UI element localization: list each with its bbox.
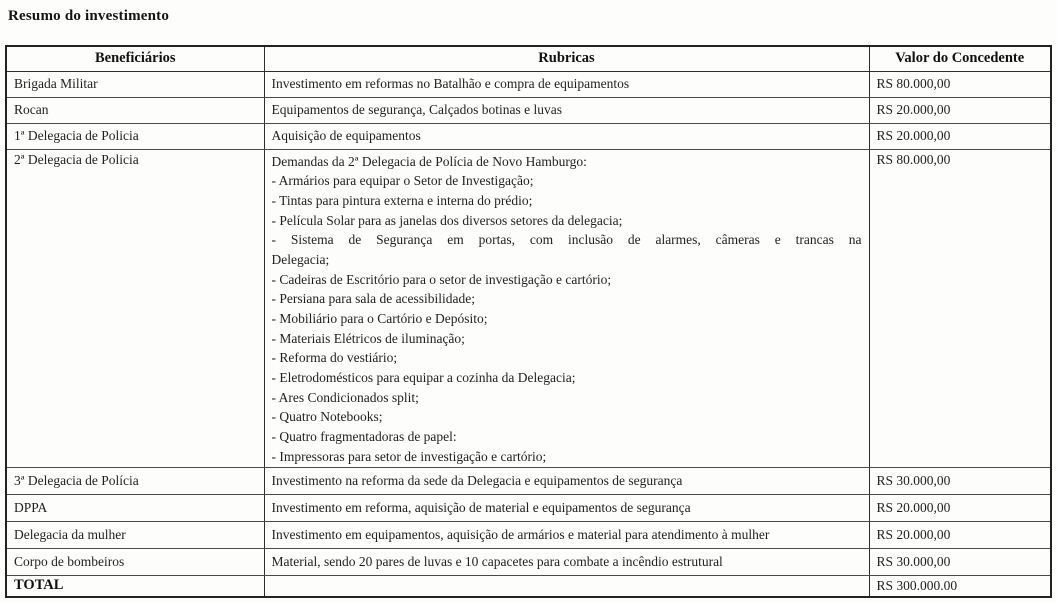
beneficiario-cell: Brigada Militar [6,71,264,97]
rubrica-line: Demandas da 2ª Delegacia de Polícia de Novo Hamburgo: [271,153,587,169]
rubrica-cell: Aquisição de equipamentos [264,123,869,149]
rubrica-cell: Investimento em reformas no Batalhão e compra de equipamentos [264,71,869,97]
rubrica-cell: Investimento na reforma da sede da Delegacia e equipamentos de segurança [264,467,869,494]
table-row [6,71,1051,97]
valor-cell: RS 20.000,00 [869,123,1051,149]
beneficiario-cell: Rocan [6,97,264,123]
rubrica-cell: Investimento em reforma, aquisição de material e equipamentos de segurança [264,494,869,521]
rubrica-line: - Película Solar para as janelas dos diversos setores da delegacia; [271,212,623,228]
rubrica-line: - Quatro Notebooks; [271,409,383,425]
valor-cell: RS 20.000,00 [869,521,1051,548]
table-row [6,494,1051,521]
beneficiario-cell: DPPA [6,494,264,521]
rubrica-line: - Quatro fragmentadoras de papel: [271,429,457,445]
valor-cell: RS 80.000,00 [869,149,1051,467]
beneficiario-cell: 1ª Delegacia de Policia [6,123,264,149]
total-valor-cell: RS 300.000.00 [869,575,1051,597]
rubrica-cell: Investimento em equipamentos, aquisição de armários e material para atendimento à mulher [264,521,869,548]
beneficiario-cell: 2ª Delegacia de Policia [6,149,264,467]
rubrica-line: - Impressoras para setor de investigação e cartório; [271,448,547,464]
beneficiario-cell: Delegacia da mulher [6,521,264,548]
beneficiario-cell: 3ª Delegacia de Polícia [6,467,264,494]
rubrica-cell: Material, sendo 20 pares de luvas e 10 capacetes para combate a incêndio estrutural [264,548,869,575]
table-row [6,521,1051,548]
valor-cell: RS 80.000,00 [869,71,1051,97]
table-row [6,149,1051,467]
rubrica-line: - Materiais Elétricos de iluminação; [271,330,465,346]
rubrica-line: - Tintas para pintura externa e interna do prédio; [271,192,533,208]
valor-cell: RS 20.000,00 [869,494,1051,521]
rubrica-line: - Eletrodomésticos para equipar a cozinha da Delegacia; [271,370,576,386]
total-label-cell: TOTAL [6,575,264,597]
beneficiario-cell: Corpo de bombeiros [6,548,264,575]
valor-cell: RS 30.000,00 [869,548,1051,575]
rubrica-line: - Ares Condicionados split; [271,389,419,405]
column-header-rubricas: Rubricas [264,46,869,71]
table-header-row [6,46,1051,71]
table-row [6,467,1051,494]
column-header-beneficiarios: Beneficiários [6,46,264,71]
rubrica-line: - Armários para equipar o Setor de Investigação; [271,173,534,189]
rubrica-line: - Mobiliário para o Cartório e Depósito; [271,311,488,326]
table-row [6,123,1051,149]
column-header-valor-concedente: Valor do Concedente [869,46,1051,71]
rubrica-line: - Sistema de Segurança em portas, com inclusão de alarmes, câmeras e trancas na [271,232,862,248]
rubrica-cell [264,149,869,467]
total-row [6,575,1051,597]
table-row [6,548,1051,575]
rubrica-cell: Equipamentos de segurança, Calçados botinas e luvas [264,97,869,123]
total-rubrica-cell-empty [264,575,869,597]
investment-summary-table [5,45,1052,598]
page-title: Resumo do investimento [8,8,170,24]
rubrica-line: - Persiana para sala de acessibilidade; [271,291,476,307]
valor-cell: RS 30.000,00 [869,467,1051,494]
rubrica-line: - Cadeiras de Escritório para o setor de investigação e cartório; [271,271,612,287]
valor-cell: RS 20.000,00 [869,97,1051,123]
table-row [6,97,1051,123]
rubrica-line: - Reforma do vestiário; [271,350,398,366]
rubrica-line: Delegacia; [271,251,330,267]
